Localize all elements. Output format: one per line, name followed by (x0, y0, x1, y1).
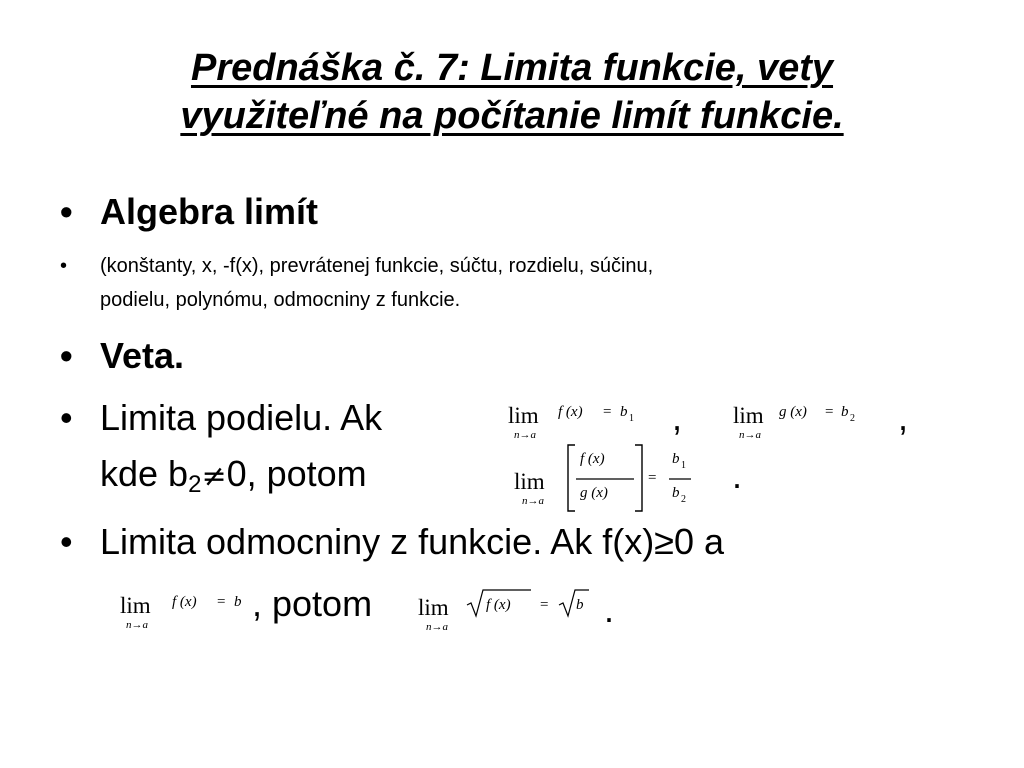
root-potom: , potom (252, 583, 373, 624)
slide-title (0, 44, 1024, 140)
b2-symbol: b (672, 485, 680, 501)
algebra-list-line-2: podielu, polynómu, odmocniny z funkcie. (100, 289, 461, 311)
algebra-heading: Algebra limít (100, 191, 319, 232)
bullet-dot: • (60, 255, 68, 277)
lim-subscript: n→a (522, 495, 544, 507)
g-of-x: g (x) (779, 404, 807, 420)
formula-lim-f-b (120, 590, 260, 634)
b-symbol: b (234, 594, 242, 610)
equals-sign: = (540, 597, 549, 613)
lim-subscript: n→a (514, 429, 536, 441)
fraction-numerator-f: f (x) (580, 451, 605, 467)
comma-1: , (672, 397, 683, 438)
lim-symbol: lim (120, 593, 151, 618)
right-bracket (634, 444, 644, 512)
left-bracket (566, 444, 576, 512)
title-line-2: využiteľné na počítanie limít funkcie. (180, 95, 844, 137)
lim-symbol: lim (418, 595, 449, 620)
sqrt-b-radical (558, 588, 590, 618)
not-equal-sign: ≠ (201, 459, 227, 494)
kde-b: kde b (100, 453, 189, 494)
b1-subscript: 1 (681, 460, 686, 471)
lim-symbol: lim (733, 403, 764, 428)
quotient-line-1: Limita podielu. Ak (100, 397, 383, 438)
f-of-x: f (x) (558, 404, 583, 420)
zero-potom: 0, potom (226, 453, 367, 494)
formula-lim-g-b2 (733, 400, 883, 444)
fraction-bar-b (669, 478, 691, 480)
b-symbol: b (576, 597, 584, 613)
b2-subscript: 2 (850, 413, 855, 424)
comma-2: , (898, 397, 909, 438)
quotient-line-2-text (100, 454, 367, 505)
veta-heading: Veta. (100, 335, 185, 376)
title-line-1: Prednáška č. 7: Limita funkcie, vety (190, 47, 834, 89)
lim-subscript: n→a (426, 621, 448, 633)
equals-sign: = (825, 404, 834, 420)
fraction-bar (576, 478, 634, 480)
b2-symbol: b (841, 404, 849, 420)
formula-lim-f-b1 (508, 400, 658, 444)
formula-lim-sqrt (418, 588, 598, 636)
b-subscript-2: 2 (188, 471, 202, 498)
lim-symbol: lim (514, 469, 545, 494)
fraction-denominator-g: g (x) (580, 485, 608, 501)
algebra-list-line-1: (konštanty, x, -f(x), prevrátenej funkcie, súčtu, rozdielu, súčinu, (100, 255, 654, 277)
lim-subscript: n→a (126, 619, 148, 631)
b1-symbol: b (620, 404, 628, 420)
b2-subscript: 2 (681, 494, 686, 505)
equals-sign: = (217, 594, 226, 610)
period-root: . (604, 589, 615, 630)
bullet-dot: • (60, 191, 73, 232)
period-quotient: . (732, 455, 743, 496)
b1-subscript: 1 (629, 413, 634, 424)
lim-symbol: lim (508, 403, 539, 428)
b1-symbol: b (672, 451, 680, 467)
bullet-dot: • (60, 521, 73, 562)
root-line-1: Limita odmocniny z funkcie. Ak f(x)≥0 a (100, 521, 725, 562)
bullet-dot: • (60, 335, 73, 376)
f-of-x: f (x) (172, 594, 197, 610)
equals-sign: = (648, 470, 657, 486)
formula-quotient-limit (514, 444, 704, 514)
f-of-x: f (x) (486, 597, 511, 613)
bullet-dot: • (60, 397, 73, 438)
lim-subscript: n→a (739, 429, 761, 441)
equals-sign: = (603, 404, 612, 420)
